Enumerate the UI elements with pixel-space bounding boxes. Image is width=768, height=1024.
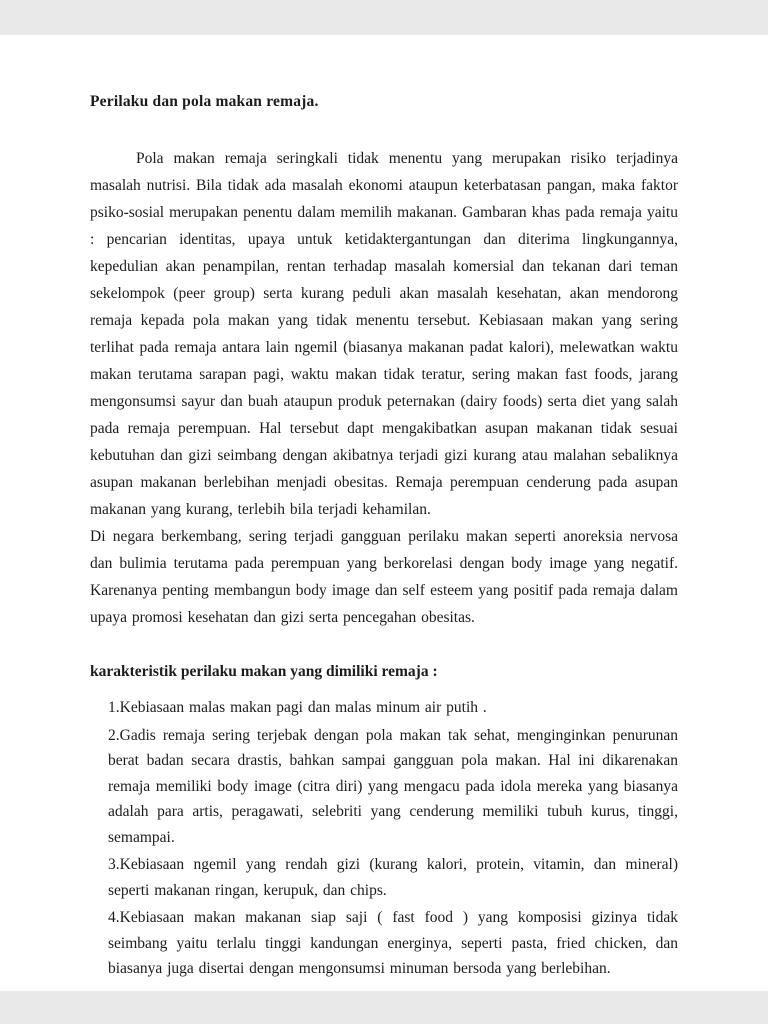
- list-item: 4.Kebiasaan makan makanan siap saji ( fast food ) yang komposisi gizinya tidak seimbang yaitu terlalu tinggi kandungan energinya, seperti pasta, fried chicken, dan biasanya juga disertai dengan mengonsumsi minuman bersoda yang berlebihan.: [108, 909, 678, 977]
- document-page: [0, 35, 768, 991]
- page-title: Perilaku dan pola makan remaja.: [90, 93, 319, 110]
- list-item: 3.Kebiasaan ngemil yang rendah gizi (kurang kalori, protein, vitamin, dan mineral) seperti makanan ringan, kerupuk, dan chips.: [108, 856, 678, 899]
- paragraph-developing-countries: Di negara berkembang, sering terjadi gangguan perilaku makan seperti anoreksia nervosa dan bulimia terutama pada perempuan yang berkorelasi dengan body image yang negatif. Karenanya penting membangun body image dan self esteem yang positif pada remaja dalam upaya promosi kesehatan dan gizi serta pencegahan obesitas.: [90, 528, 678, 626]
- list-item: 2.Gadis remaja sering terjebak dengan pola makan tak sehat, menginginkan penurunan berat badan secara drastis, bahkan sampai gangguan pola makan. Hal ini dikarenakan remaja memiliki body image (citra diri) yang mengacu pada idola mereka yang biasanya adalah para artis, peragawati, selebriti yang cenderung memiliki tubuh kurus, tinggi, semampai.: [108, 726, 678, 846]
- section-heading-characteristics: karakteristik perilaku makan yang dimiliki remaja :: [90, 663, 438, 680]
- characteristics-list: [90, 695, 678, 982]
- list-item: 1.Kebiasaan malas makan pagi dan malas minum air putih .: [108, 699, 487, 716]
- paragraph-eating-patterns: Pola makan remaja seringkali tidak menentu yang merupakan risiko terjadinya masalah nutrisi. Bila tidak ada masalah ekonomi ataupun keterbatasan pangan, maka faktor psiko-sosial merupakan penentu dalam memilih makanan. Gambaran khas pada remaja yaitu : pencarian identitas, upaya untuk ketidaktergantungan dan diterima lingkungannya, kepedulian akan penampilan, rentan terhadap masalah komersial dan tekanan dari teman sekelompok (peer group) serta kurang peduli akan masalah kesehatan, akan mendorong remaja kepada pola makan yang tidak menentu tersebut. Kebiasaan makan yang sering terlihat pada remaja antara lain ngemil (biasanya makanan padat kalori), melewatkan waktu makan terutama sarapan pagi, waktu makan tidak teratur, sering makan fast foods, jarang mengonsumsi sayur dan buah ataupun produk peternakan (dairy foods) serta diet yang salah pada remaja perempuan. Hal tersebut dapt mengakibatkan asupan makanan tidak sesuai kebutuhan dan gizi seimbang dengan akibatnya terjadi gizi kurang atau malahan sebaliknya asupan makanan berlebihan menjadi obesitas. Remaja perempuan cenderung pada asupan makanan yang kurang, terlebih bila terjadi kehamilan.: [90, 150, 678, 518]
